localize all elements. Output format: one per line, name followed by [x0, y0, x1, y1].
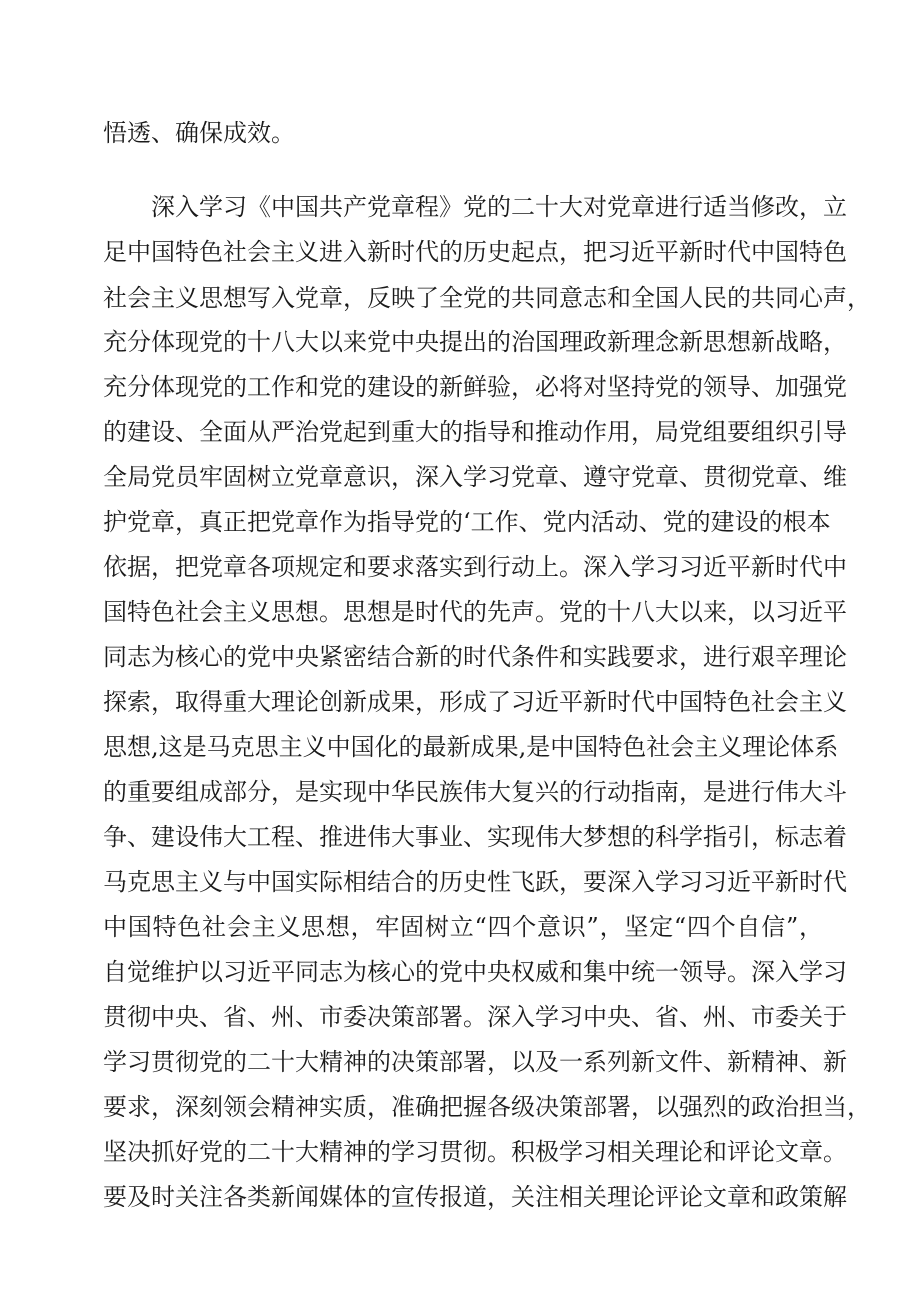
text-line: 充分体现党的十八大以来党中央提出的治国理政新理念新思想新战略， [103, 328, 847, 356]
text-line: 思想,这是马克思主义中国化的最新成果,是中国特色社会主义理论体系 [103, 733, 839, 761]
text-line: 马克思主义与中国实际相结合的历史性飞跃，要深入学习习近平新时代 [103, 868, 847, 896]
text-line: 依据，把党章各项规定和要求落实到行动上。深入学习习近平新时代中 [103, 553, 847, 581]
text-line: 的建设、全面从严治党起到重大的指导和推动作用，局党组要组织引导 [103, 418, 847, 446]
text-line: 学习贯彻党的二十大精神的决策部署，以及一系列新文件、新精神、新 [103, 1048, 847, 1076]
text-line: 自觉维护以习近平同志为核心的党中央权威和集中统一领导。深入学习 [103, 958, 847, 986]
text-line: 悟透、确保成效。 [103, 119, 295, 147]
text-line: 要求，深刻领会精神实质，准确把握各级决策部署，以强烈的政治担当， [103, 1093, 871, 1121]
text-line: 足中国特色社会主义进入新时代的历史起点，把习近平新时代中国特色 [103, 238, 847, 266]
text-line: 社会主义思想写入党章，反映了全党的共同意志和全国人民的共同心声， [103, 284, 871, 312]
text-line: 贯彻中央、省、州、市委决策部署。深入学习中央、省、州、市委关于 [103, 1003, 847, 1031]
paragraph-first-line: 深入学习《中国共产党章程》党的二十大对党章进行适当修改，立 [151, 193, 847, 221]
text-line: 探索，取得重大理论创新成果，形成了习近平新时代中国特色社会主义 [103, 688, 847, 716]
text-line: 同志为核心的党中央紧密结合新的时代条件和实践要求，进行艰辛理论 [103, 643, 847, 671]
text-line: 要及时关注各类新闻媒体的宣传报道，关注相关理论评论文章和政策解 [103, 1183, 847, 1211]
text-line: 中国特色社会主义思想，牢固树立“四个意识”，坚定“四个自信”， [103, 913, 823, 941]
text-line: 充分体现党的工作和党的建设的新鲜验，必将对坚持党的领导、加强党 [103, 373, 847, 401]
text-line: 坚决抓好党的二十大精神的学习贯彻。积极学习相关理论和评论文章。 [103, 1138, 847, 1166]
text-line: 争、建设伟大工程、推进伟大事业、实现伟大梦想的科学指引，标志着 [103, 823, 847, 851]
text-line: 的重要组成部分，是实现中华民族伟大复兴的行动指南，是进行伟大斗 [103, 778, 847, 806]
text-line: 护党章，真正把党章作为指导党的‘工作、党内活动、党的建设的根本 [103, 508, 831, 536]
text-line: 国特色社会主义思想。思想是时代的先声。党的十八大以来，以习近平 [103, 598, 847, 626]
text-line: 全局党员牢固树立党章意识，深入学习党章、遵守党章、贯彻党章、维 [103, 463, 847, 491]
